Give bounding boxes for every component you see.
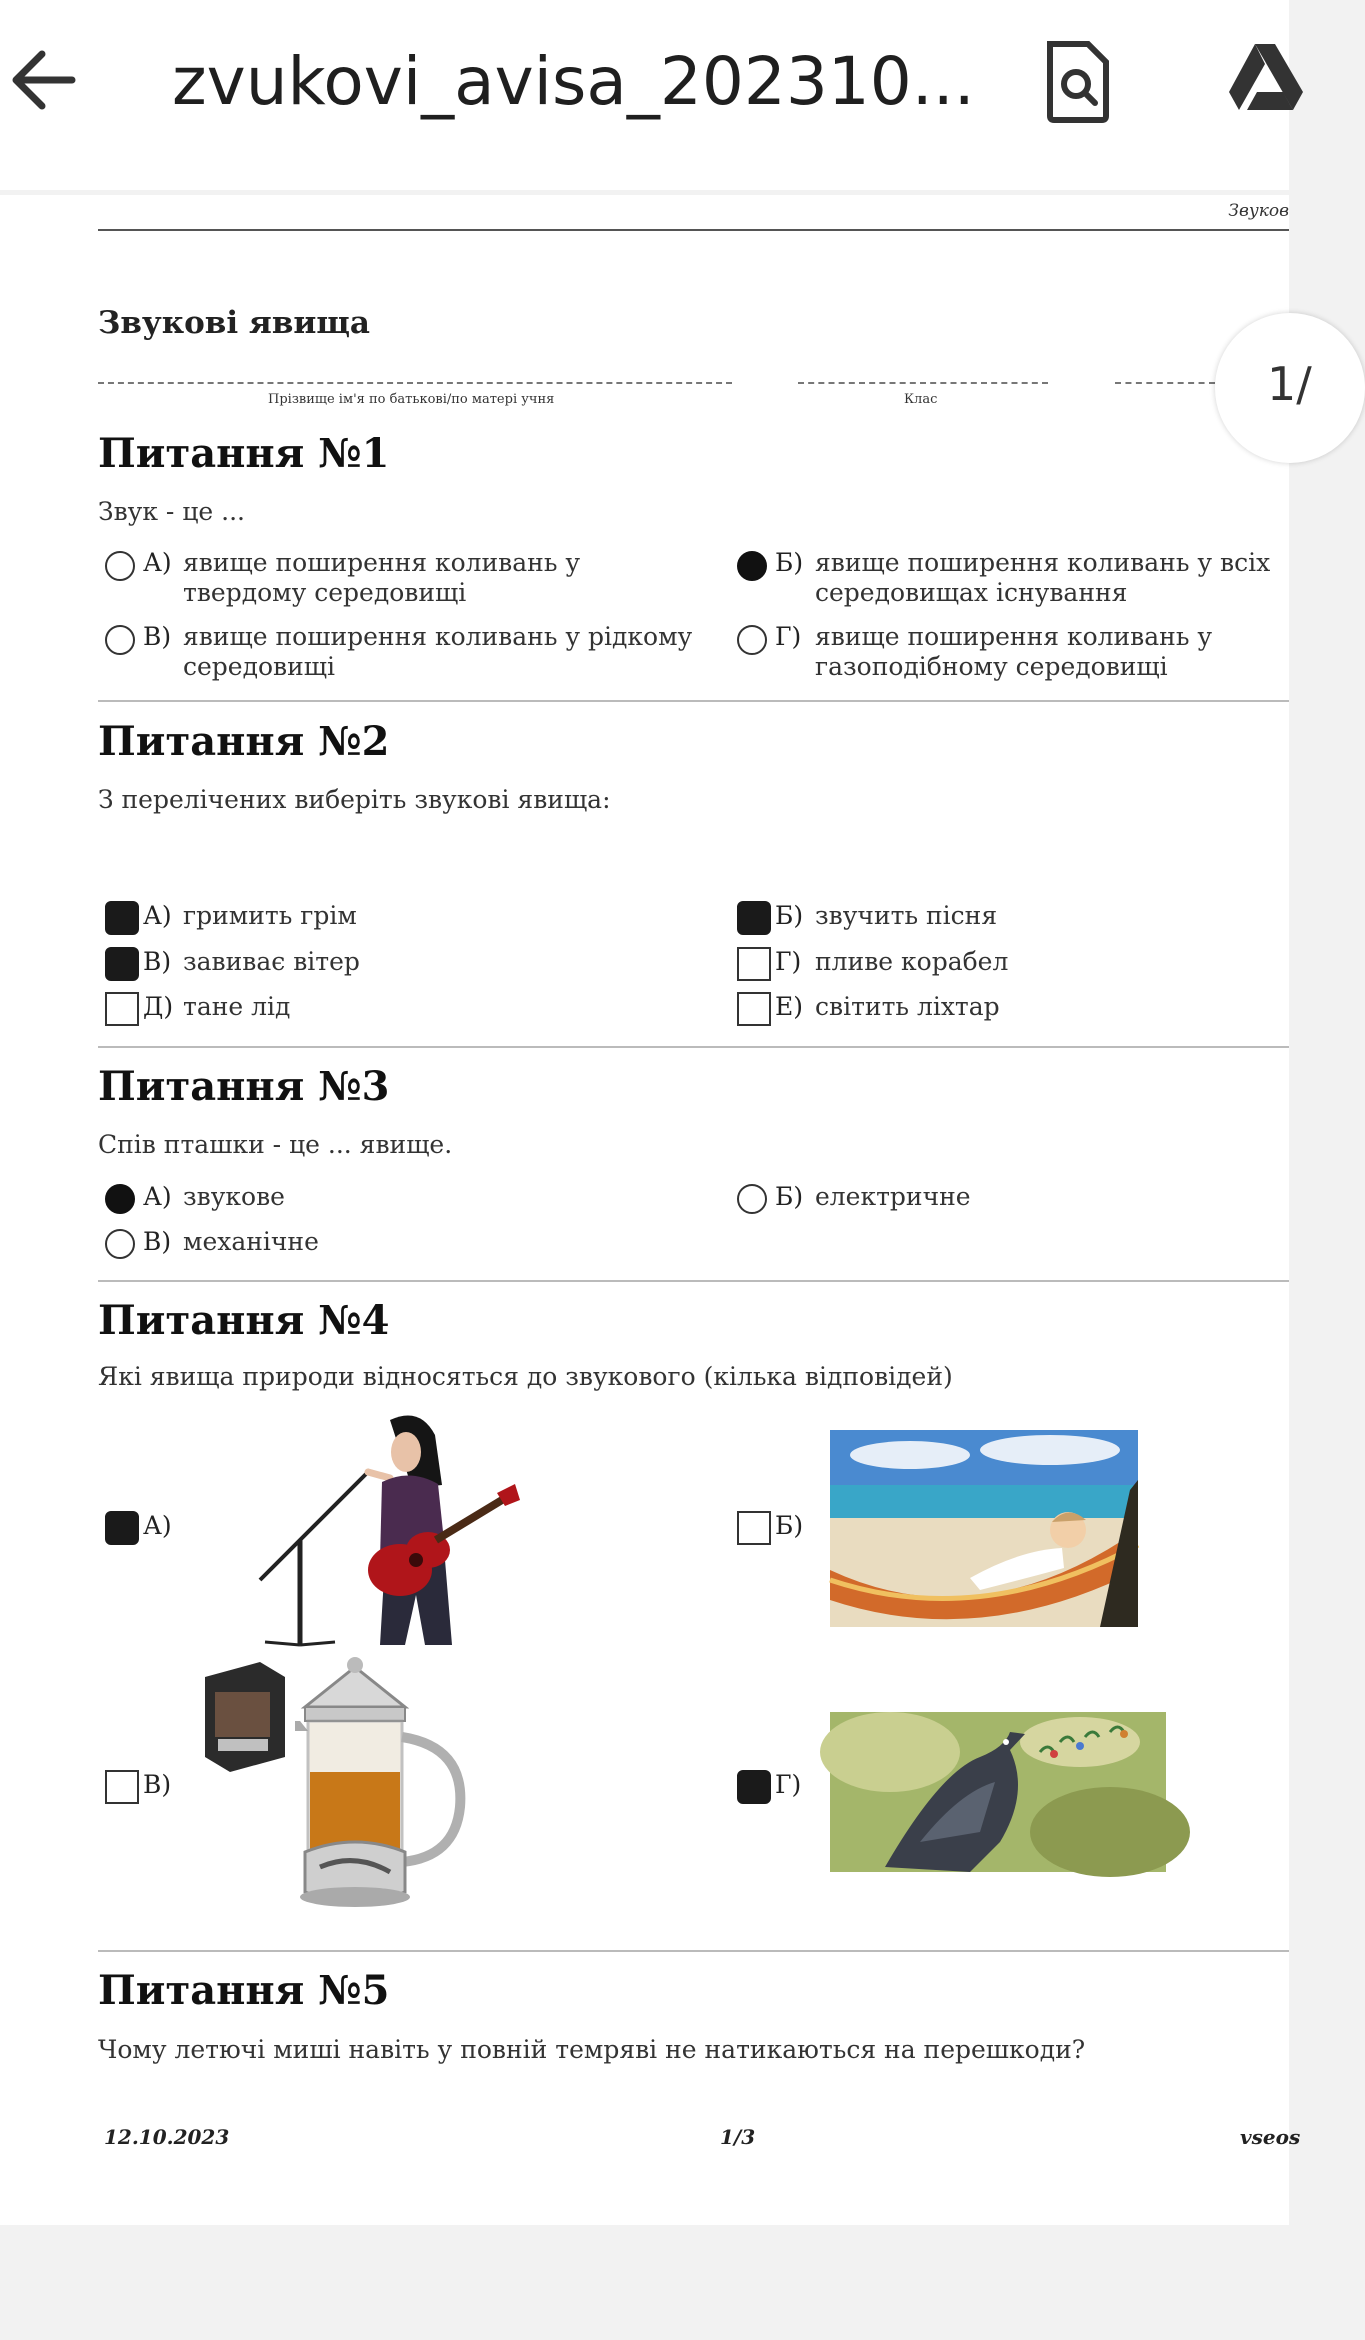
radio-button[interactable] [737,1184,767,1214]
option-letter: Г) [775,947,802,976]
option-letter: А) [143,1511,172,1540]
singer-with-guitar-image [240,1410,520,1645]
singing-bird-image [830,1712,1166,1872]
option-letter: А) [143,548,172,577]
option-letter: В) [143,1770,172,1799]
radio-button-selected[interactable] [737,551,767,581]
question-text: Які явища природи відносяться до звукового (кілька відповідей) [98,1362,953,1391]
teapot-french-press-image [200,1657,470,1922]
answer-option[interactable] [105,1770,183,1804]
checkbox-checked[interactable] [105,901,139,935]
answer-option[interactable] [105,1227,319,1259]
question-title: Питання №1 [98,430,390,477]
answer-option[interactable] [105,622,703,682]
question-text: Звук - це ... [98,497,245,526]
child-in-hammock-image [830,1430,1138,1627]
question-title: Питання №3 [98,1063,390,1110]
answer-option[interactable] [105,1511,183,1545]
checkbox[interactable] [105,992,139,1026]
question-text: Чому летючі миші навіть у повній темряві не натикаються на перешкоди? [98,2035,1086,2064]
checkbox-checked[interactable] [737,901,771,935]
checkbox[interactable] [737,1511,771,1545]
file-title: zvukovi_avisa_202310... [172,43,975,120]
radio-button[interactable] [105,551,135,581]
question-title: Питання №5 [98,1967,390,2014]
option-letter: Г) [775,622,802,651]
option-text: явище поширення коливань у газоподібному середовищі [815,622,1213,681]
option-text: явище поширення коливань у рідкому середовищі [183,622,693,681]
answer-option[interactable] [105,1182,285,1214]
footer-date: 12.10.2023 [104,2125,230,2149]
back-button[interactable] [0,35,90,125]
option-text: явище поширення коливань у всіх середовищах існування [815,548,1271,607]
add-to-drive-button[interactable] [1225,38,1305,122]
answer-option[interactable] [105,548,703,608]
score-line [1115,382,1215,384]
name-line [98,382,732,384]
option-letter: Е) [775,992,804,1021]
arrow-left-icon [0,35,90,125]
radio-button[interactable] [737,625,767,655]
name-label: Прізвище ім'я по батькові/по матері учня [268,392,555,407]
class-label: Клас [904,392,938,407]
search-in-document-button[interactable] [1040,36,1116,126]
option-letter: Б) [775,548,804,577]
question-text: З перелічених виберіть звукові явища: [98,785,611,814]
answer-option[interactable] [737,1770,815,1804]
option-text: явище поширення коливань у твердому середовищі [183,548,581,607]
option-text: завиває вітер [183,947,360,976]
answer-option[interactable] [105,992,290,1026]
option-letter: В) [143,622,172,651]
answer-option[interactable] [737,1182,971,1214]
answer-option[interactable] [737,622,1285,682]
radio-button-selected[interactable] [105,1184,135,1214]
answer-option[interactable] [737,947,1008,981]
checkbox-checked[interactable] [105,947,139,981]
option-letter: Б) [775,1511,804,1540]
option-text: світить ліхтар [815,992,1000,1021]
option-letter: Д) [143,992,174,1021]
checkbox[interactable] [737,947,771,981]
option-letter: В) [143,1227,172,1256]
option-letter: Б) [775,901,804,930]
question-divider [98,700,1289,702]
answer-option[interactable] [105,901,357,935]
document-search-icon [1040,36,1116,126]
running-header: Звуков [1228,201,1289,221]
checkbox[interactable] [737,992,771,1026]
page-indicator-text: 1/ [1267,357,1312,411]
question-title: Питання №2 [98,718,390,765]
option-text: звучить пісня [815,901,998,930]
radio-button[interactable] [105,625,135,655]
app-bar [0,0,1289,190]
question-text: Спів пташки - це ... явище. [98,1130,453,1159]
document-page [0,195,1312,2225]
answer-option[interactable] [737,992,1000,1026]
answer-option[interactable] [737,548,1285,608]
footer-site: vseos [1240,2125,1301,2149]
answer-option[interactable] [105,947,360,981]
option-letter: А) [143,901,172,930]
checkbox[interactable] [105,1770,139,1804]
checkbox-checked[interactable] [737,1770,771,1804]
option-text: звукове [183,1182,285,1211]
option-text: електричне [815,1182,971,1211]
page-indicator [1215,313,1365,463]
question-divider [98,1950,1289,1952]
google-drive-icon [1225,38,1305,122]
class-line [798,382,1048,384]
question-divider [98,1046,1289,1048]
option-letter: Б) [775,1182,804,1211]
option-text: гримить грім [183,901,357,930]
option-letter: А) [143,1182,172,1211]
answer-option[interactable] [737,901,997,935]
footer-page-number: 1/3 [720,2125,756,2149]
header-rule [98,229,1289,231]
option-text: тане лід [183,992,291,1021]
question-divider [98,1280,1289,1282]
option-text: пливе корабел [815,947,1009,976]
option-letter: В) [143,947,172,976]
question-title: Питання №4 [98,1297,390,1344]
option-letter: Г) [775,1770,802,1799]
document-title: Звукові явища [98,305,370,341]
answer-option[interactable] [737,1511,815,1545]
checkbox-checked[interactable] [105,1511,139,1545]
option-text: механічне [183,1227,319,1256]
radio-button[interactable] [105,1229,135,1259]
